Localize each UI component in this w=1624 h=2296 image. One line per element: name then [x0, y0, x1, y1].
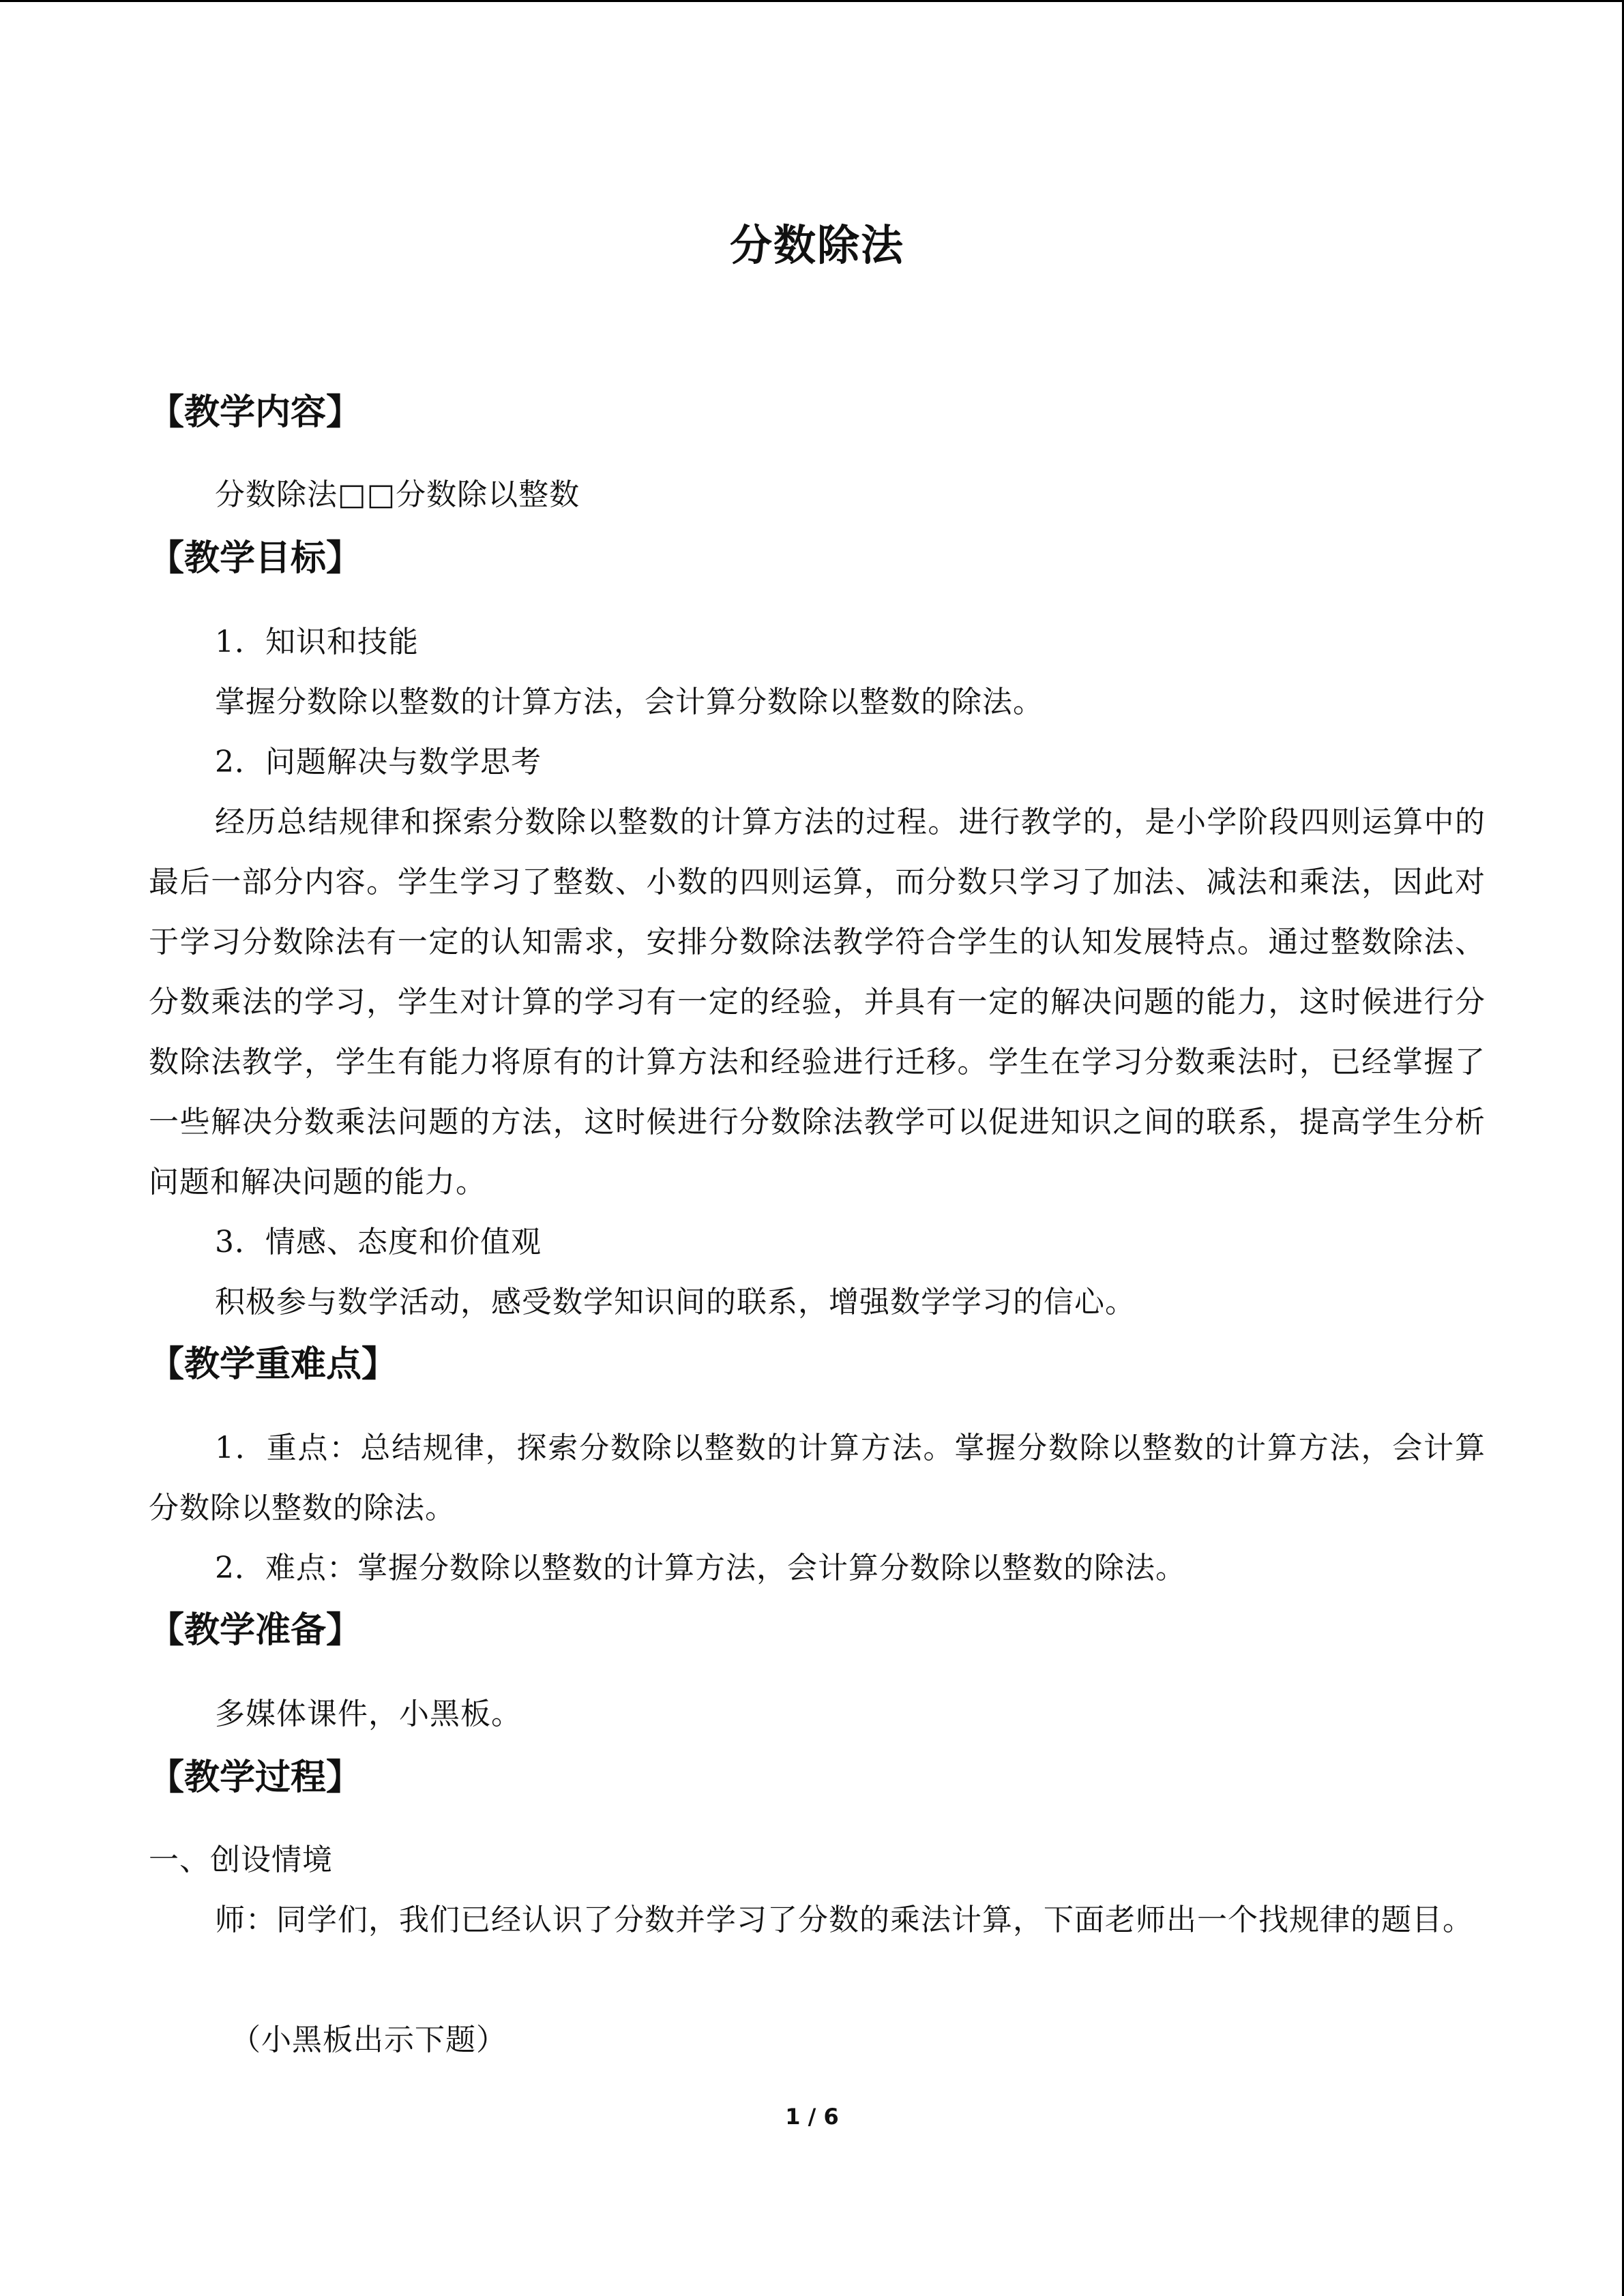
heading-preparation: 【教学准备】 [149, 1610, 362, 1651]
goal-1-text: 掌握分数除以整数的计算方法，会计算分数除以整数的除法。 [215, 685, 1044, 719]
heading-process: 【教学过程】 [149, 1757, 362, 1798]
step-1-title: 一、创设情境 [149, 1843, 333, 1877]
goal-1-title: 1．知识和技能 [215, 625, 419, 659]
goal-2-title: 2．问题解决与数学思考 [215, 745, 542, 779]
heading-content: 【教学内容】 [149, 392, 362, 433]
page-number: 1 / 6 [785, 2104, 839, 2130]
goal-2-text: 经历总结规律和探索分数除以整数的计算方法的过程。进行教学的，是小学阶段四则运算中的最后一部分内容。学生学习了整数、小数的四则运算，而分数只学习了加法、减法和乘法，因此对于学习分数除法有一定的认知需求，安排分数除法教学符合学生的认知发展特点。通过整数除法、分数乘法的学习，学生对计算的学习有一定的经验，并具有一定的解决问题的能力，这时候进行分数除法教学，学生有能力将原有的计算方法和经验进行迁移。学生在学习分数乘法时，已经掌握了一些解决分数乘法问题的方法，这时候进行分数除法教学可以促进知识之间的联系，提高学生分析问题和解决问题的能力。 [149, 805, 1486, 1199]
key-point-2: 2．难点：掌握分数除以整数的计算方法，会计算分数除以整数的除法。 [215, 1551, 1186, 1585]
heading-goals: 【教学目标】 [149, 538, 362, 579]
key-point-1: 1．重点：总结规律，探索分数除以整数的计算方法。掌握分数除以整数的计算方法，会计算分数除以整数的除法。 [149, 1431, 1486, 1525]
goal-3-text: 积极参与数学活动，感受数学知识间的联系，增强数学学习的信心。 [215, 1285, 1136, 1320]
document-title: 分数除法 [729, 220, 904, 270]
preparation-text: 多媒体课件，小黑板。 [215, 1697, 522, 1731]
step-1-text: 师：同学们，我们已经认识了分数并学习了分数的乘法计算，下面老师出一个找规律的题目。 [215, 1903, 1473, 1937]
step-1-note: （小黑板出示下题） [231, 2023, 507, 2057]
heading-key-points: 【教学重难点】 [149, 1344, 398, 1385]
goal-3-title: 3．情感、态度和价值观 [215, 1225, 542, 1259]
page-border-top [0, 0, 1624, 2]
content-text: 分数除法□□分数除以整数 [215, 477, 580, 512]
